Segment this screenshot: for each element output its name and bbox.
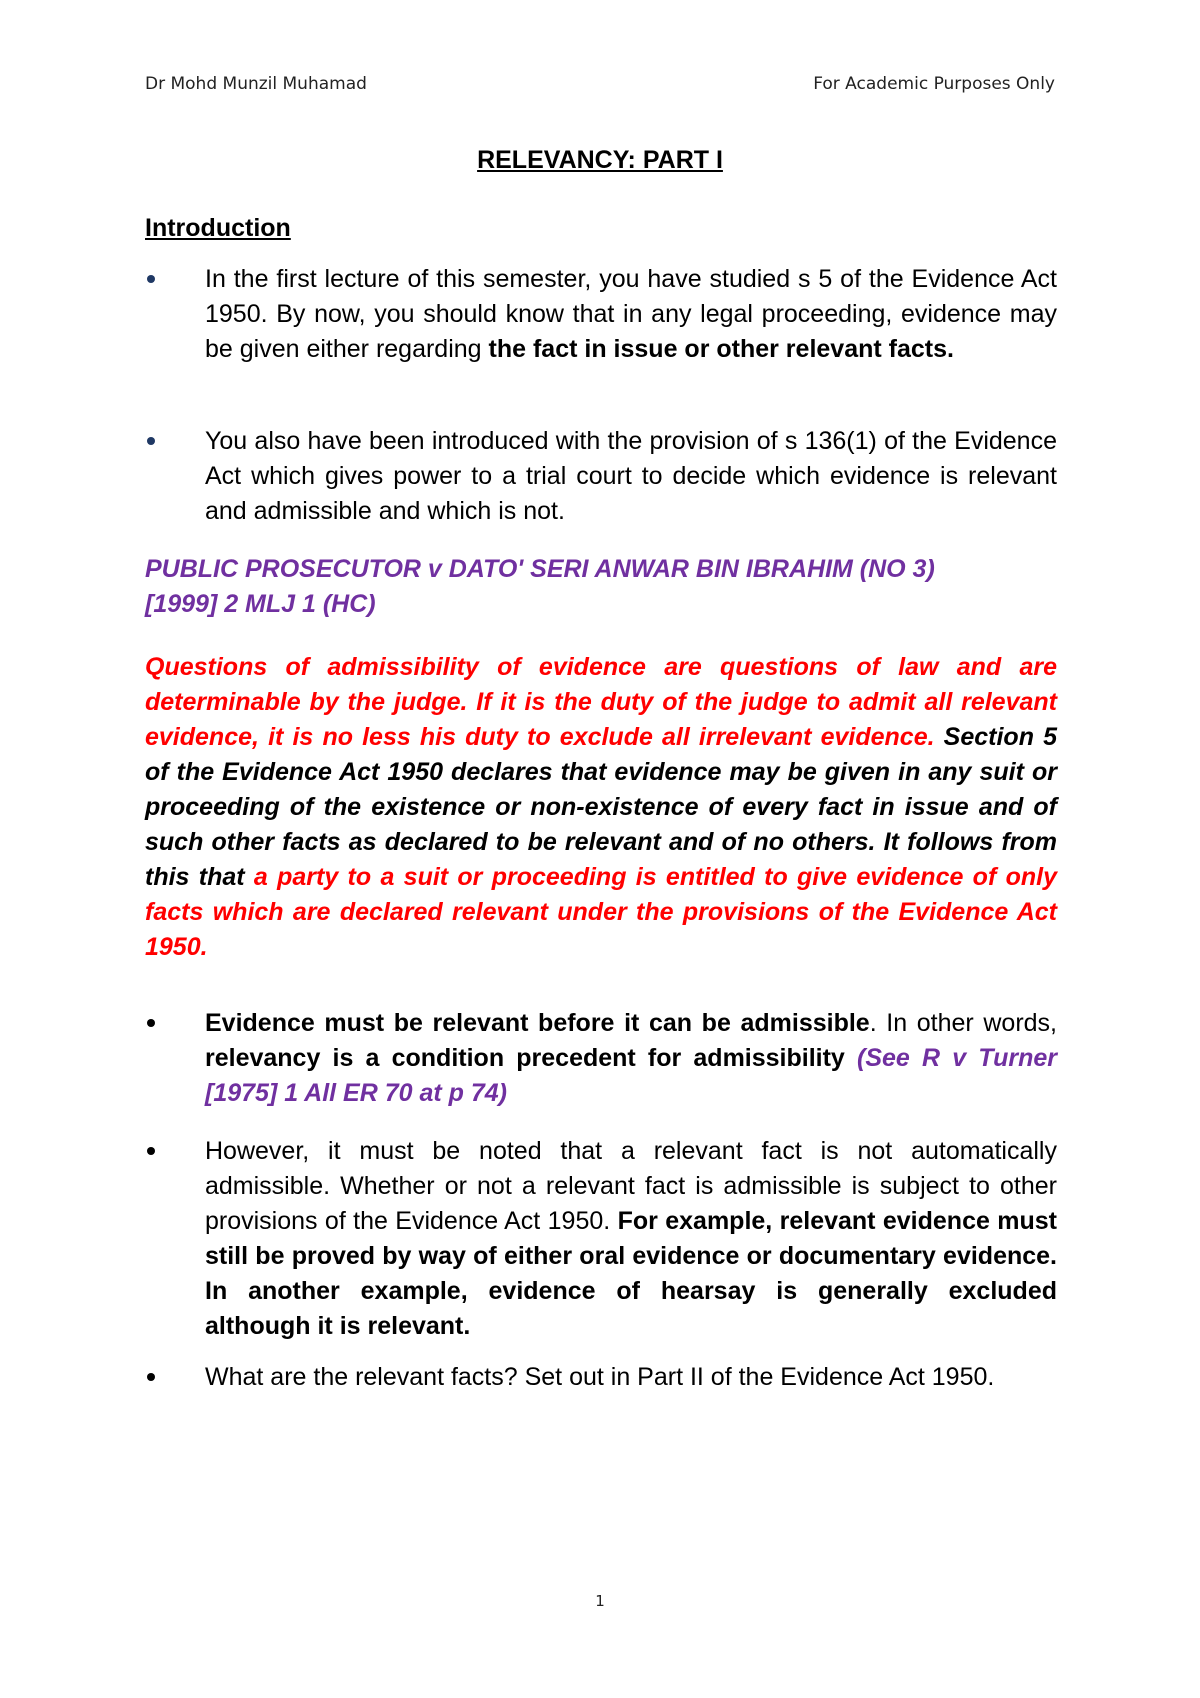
header-author: Dr Mohd Munzil Muhamad [145,74,367,94]
bullet-3-citation: (See R v Turner [1975] 1 All ER 70 at p 74) [205,1044,1057,1107]
case-reference: [1999] 2 MLJ 1 (HC) [145,590,376,618]
bullet-item-1 [145,262,1057,367]
bullet-3-text-2 [845,1044,857,1072]
bullet-4-bold: For example, relevant evidence must still be proved by way of either oral evidence or documentary evidence. In another example, evidence of hearsay is generally excluded although it is relevant. [205,1207,1057,1340]
bullet-3-bold-2: relevancy is a condition precedent for admissibility [205,1044,845,1072]
header-notice: For Academic Purposes Only [813,74,1055,94]
section-heading-introduction: Introduction [145,214,291,242]
bullet-4-text: However, it must be noted that a relevant fact is not automatically admissible. Whether or not a relevant fact is admissible is subject to other provisions of the Evidence Act 1950. [205,1137,1057,1235]
case-citation [145,552,1057,622]
case-quote [145,650,1057,965]
running-header [145,74,1055,94]
bullet-1-text: In the first lecture of this semester, you have studied s 5 of the Evidence Act 1950. By now, you should know that in any legal proceeding, evidence may be given either regarding [205,265,1057,363]
bullet-5-text: What are the relevant facts? Set out in Part II of the Evidence Act 1950. [205,1363,995,1391]
bullet-icon [147,1373,155,1381]
bullet-item-5 [145,1360,1057,1395]
bullet-item-3 [145,1006,1057,1111]
bullet-2-text: You also have been introduced with the provision of s 136(1) of the Evidence Act which gives power to a trial court to decide which evidence is relevant and admissible and which is not. [205,427,1057,525]
quote-black: Section 5 of the Evidence Act 1950 declares that evidence may be given in any suit or proceeding of the existence or non-existence of every fact in issue and of such other facts as declared to be relevant and of no others. It follows from this that [145,723,1057,891]
bullet-1-bold: the fact in issue or other relevant facts. [488,335,954,363]
bullet-icon [147,1019,155,1027]
bullet-icon [147,1147,155,1155]
document-title: RELEVANCY: PART I [477,146,723,174]
quote-red-2: a party to a suit or proceeding is entitled to give evidence of only facts which are declared relevant under the provisions of the Evidence Act 1950. [145,863,1057,961]
bullet-item-2 [145,424,1057,529]
case-name: PUBLIC PROSECUTOR v DATO' SERI ANWAR BIN IBRAHIM (NO 3) [145,555,935,583]
page-number: 1 [595,1592,605,1610]
bullet-icon [147,275,155,283]
bullet-item-4 [145,1134,1057,1344]
quote-red-1: Questions of admissibility of evidence are questions of law and are determinable by the judge. If it is the duty of the judge to admit all relevant evidence, it is no less his duty to exclude all irrelevant evidence. [145,653,1057,751]
bullet-3-bold-1: Evidence must be relevant before it can be admissible [205,1009,870,1037]
bullet-3-text-1: . In other words, [869,1009,1057,1037]
bullet-icon [147,437,155,445]
